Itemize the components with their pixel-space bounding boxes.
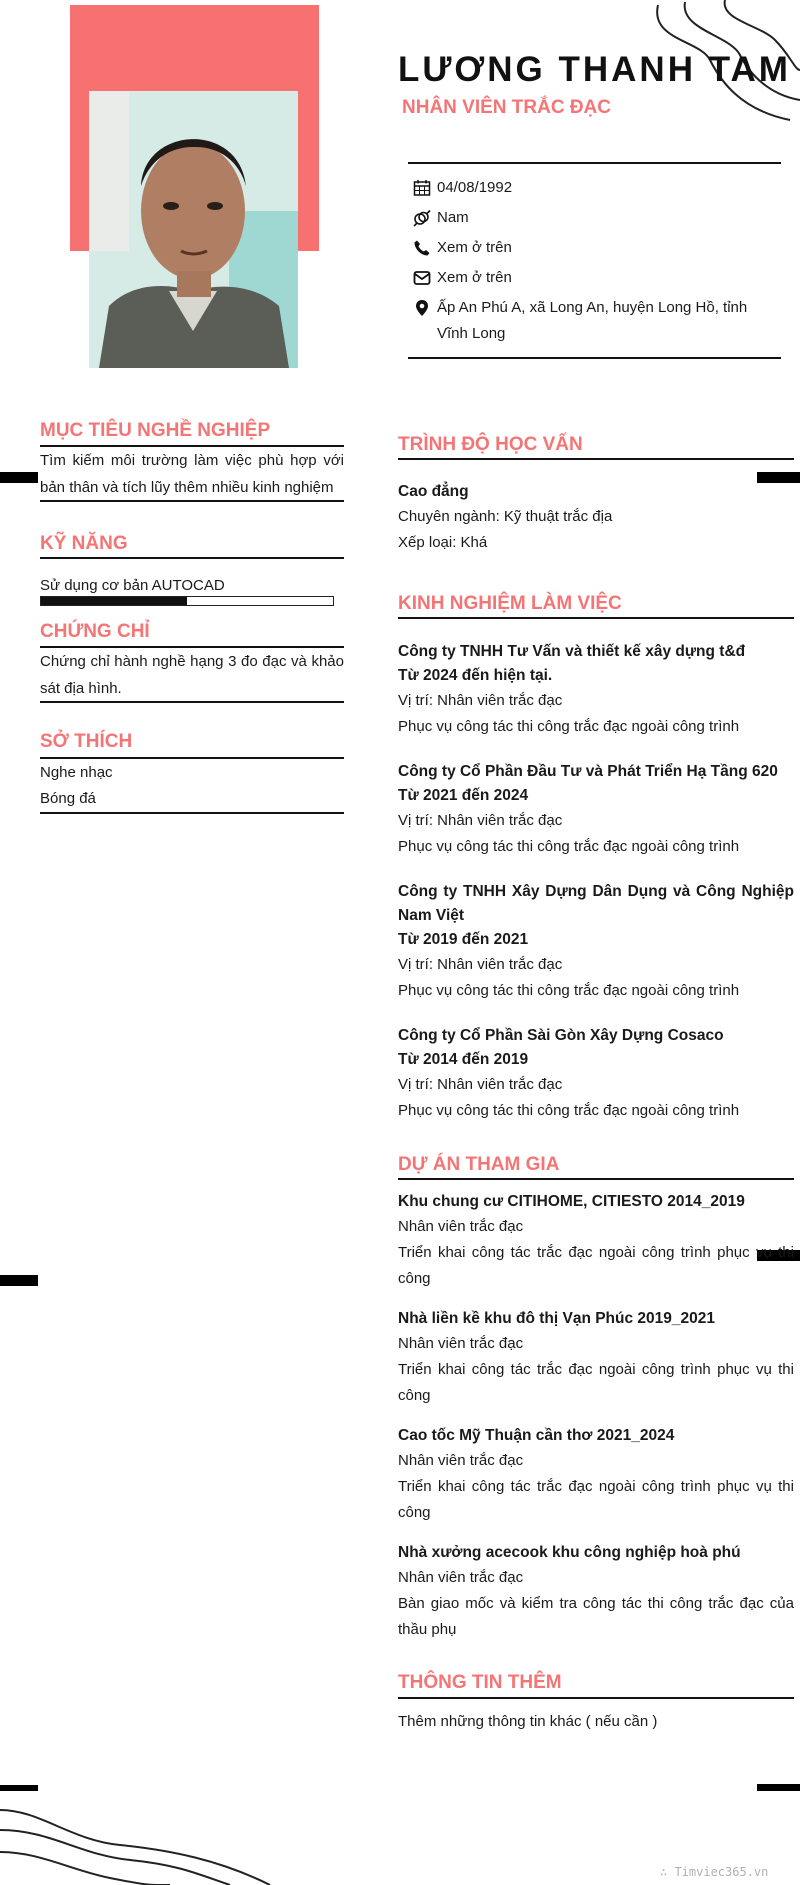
- skill-level-fill: [41, 597, 187, 605]
- project-name: Khu chung cư CITIHOME, CITIESTO 2014_2019: [398, 1193, 745, 1210]
- calendar-icon: [412, 175, 431, 201]
- experience-position: Vị trí: Nhân viên trắc đạc: [398, 956, 563, 973]
- experience-desc: Phục vụ công tác thi công trắc đạc ngoài công trình: [398, 982, 740, 999]
- candidate-name: LƯƠNG THANH TAM: [398, 50, 791, 89]
- avatar: [89, 91, 298, 368]
- decorative-bar: [0, 1275, 38, 1286]
- divider: [398, 458, 794, 460]
- contact-phone: [412, 235, 782, 261]
- email-value: Xem ở trên: [437, 269, 512, 286]
- experience-company: Công ty Cổ Phần Đầu Tư và Phát Triển Hạ Tầng 620: [398, 763, 778, 780]
- phone-icon: [412, 235, 431, 261]
- experience-item: [398, 880, 794, 1004]
- contact-address: [412, 295, 782, 347]
- skills-title: KỸ NĂNG: [40, 533, 128, 554]
- experience-period: Từ 2024 đến hiện tại.: [398, 667, 553, 684]
- decorative-swirl-bottom-left: [0, 1790, 280, 1885]
- hobby-item: Bóng đá: [40, 790, 96, 807]
- project-desc: Triển khai công tác trắc đạc ngoài công trình phục vụ thi công: [398, 1244, 794, 1287]
- experience-position: Vị trí: Nhân viên trắc đạc: [398, 692, 563, 709]
- experience-position: Vị trí: Nhân viên trắc đạc: [398, 1076, 563, 1093]
- email-icon: [412, 265, 431, 291]
- project-desc: Bàn giao mốc và kiểm tra công tác thi công trắc đạc của thầu phụ: [398, 1595, 794, 1638]
- divider: [398, 1178, 794, 1180]
- certificates-text: Chứng chỉ hành nghề hạng 3 đo đạc và khảo sát địa hình.: [40, 653, 344, 697]
- project-item: [398, 1424, 794, 1526]
- experience-company: Công ty TNHH Tư Vấn và thiết kế xây dựng t&đ: [398, 643, 746, 660]
- experience-period: Từ 2019 đến 2021: [398, 931, 529, 948]
- gender-icon: [412, 205, 431, 231]
- extra-title: THÔNG TIN THÊM: [398, 1672, 562, 1693]
- phone-value: Xem ở trên: [437, 239, 512, 256]
- project-name: Nhà liền kề khu đô thị Vạn Phúc 2019_2021: [398, 1310, 716, 1327]
- skill-level-bar: [40, 596, 334, 606]
- contact-gender: [412, 205, 782, 231]
- experience-period: Từ 2014 đến 2019: [398, 1051, 529, 1068]
- divider: [40, 557, 344, 559]
- watermark: ∴ Timviec365.vn: [660, 1865, 769, 1879]
- certificates-title: CHỨNG CHỈ: [40, 621, 150, 642]
- contact-birthday: [412, 175, 782, 201]
- experience-desc: Phục vụ công tác thi công trắc đạc ngoài công trình: [398, 838, 740, 855]
- project-role: Nhân viên trắc đạc: [398, 1569, 524, 1586]
- address-value: Ấp An Phú A, xã Long An, huyện Long Hồ, tỉnh Vĩnh Long: [437, 299, 748, 342]
- objective-title: MỤC TIÊU NGHỀ NGHIỆP: [40, 420, 271, 441]
- divider: [398, 1697, 794, 1699]
- skill-name: Sử dụng cơ bản AUTOCAD: [40, 577, 225, 594]
- divider: [40, 757, 344, 759]
- experience-desc: Phục vụ công tác thi công trắc đạc ngoài công trình: [398, 1102, 740, 1119]
- divider: [40, 500, 344, 502]
- hobby-item: Nghe nhạc: [40, 764, 113, 781]
- project-item: [398, 1541, 794, 1643]
- hobbies-title: SỞ THÍCH: [40, 731, 133, 752]
- project-role: Nhân viên trắc đạc: [398, 1218, 524, 1235]
- experience-company: Công ty TNHH Xây Dựng Dân Dụng và Công Nghiệp Nam Việt: [398, 883, 794, 924]
- extra-text: Thêm những thông tin khác ( nếu cần ): [398, 1713, 658, 1730]
- divider: [40, 812, 344, 814]
- divider: [408, 357, 781, 359]
- project-role: Nhân viên trắc đạc: [398, 1452, 524, 1469]
- contact-list: [412, 175, 782, 351]
- experience-company: Công ty Cổ Phần Sài Gòn Xây Dựng Cosaco: [398, 1027, 724, 1044]
- education-block: [398, 480, 794, 556]
- education-grade: Xếp loại: Khá: [398, 534, 488, 551]
- job-title: NHÂN VIÊN TRẮC ĐẠC: [402, 97, 611, 118]
- experience-desc: Phục vụ công tác thi công trắc đạc ngoài công trình: [398, 718, 740, 735]
- education-major: Chuyên ngành: Kỹ thuật trắc địa: [398, 508, 613, 525]
- map-pin-icon: [412, 295, 431, 321]
- projects-title: DỰ ÁN THAM GIA: [398, 1154, 560, 1175]
- project-desc: Triển khai công tác trắc đạc ngoài công trình phục vụ thi công: [398, 1478, 794, 1521]
- experience-item: [398, 760, 794, 860]
- project-name: Nhà xưởng acecook khu công nghiệp hoà phú: [398, 1544, 741, 1561]
- project-desc: Triển khai công tác trắc đạc ngoài công trình phục vụ thi công: [398, 1361, 794, 1404]
- project-role: Nhân viên trắc đạc: [398, 1335, 524, 1352]
- project-item: [398, 1307, 794, 1409]
- decorative-bar: [0, 472, 38, 483]
- decorative-bar: [757, 1784, 800, 1791]
- contact-email: [412, 265, 782, 291]
- education-title: TRÌNH ĐỘ HỌC VẤN: [398, 434, 583, 455]
- skill-item: [40, 576, 344, 606]
- experience-period: Từ 2021 đến 2024: [398, 787, 529, 804]
- gender-value: Nam: [437, 209, 469, 226]
- project-name: Cao tốc Mỹ Thuận cần thơ 2021_2024: [398, 1427, 675, 1444]
- divider: [398, 617, 794, 619]
- birthday-value: 04/08/1992: [437, 179, 513, 196]
- divider: [408, 162, 781, 164]
- experience-position: Vị trí: Nhân viên trắc đạc: [398, 812, 563, 829]
- experience-item: [398, 1024, 794, 1124]
- decorative-bar: [0, 1785, 38, 1791]
- divider: [40, 701, 344, 703]
- objective-text: Tìm kiếm môi trường làm việc phù hợp với bản thân và tích lũy thêm nhiều kinh nghiệm: [40, 452, 344, 496]
- experience-title: KINH NGHIỆM LÀM VIỆC: [398, 593, 622, 614]
- education-school: Cao đẳng: [398, 483, 469, 500]
- experience-item: [398, 640, 794, 740]
- project-item: [398, 1190, 794, 1292]
